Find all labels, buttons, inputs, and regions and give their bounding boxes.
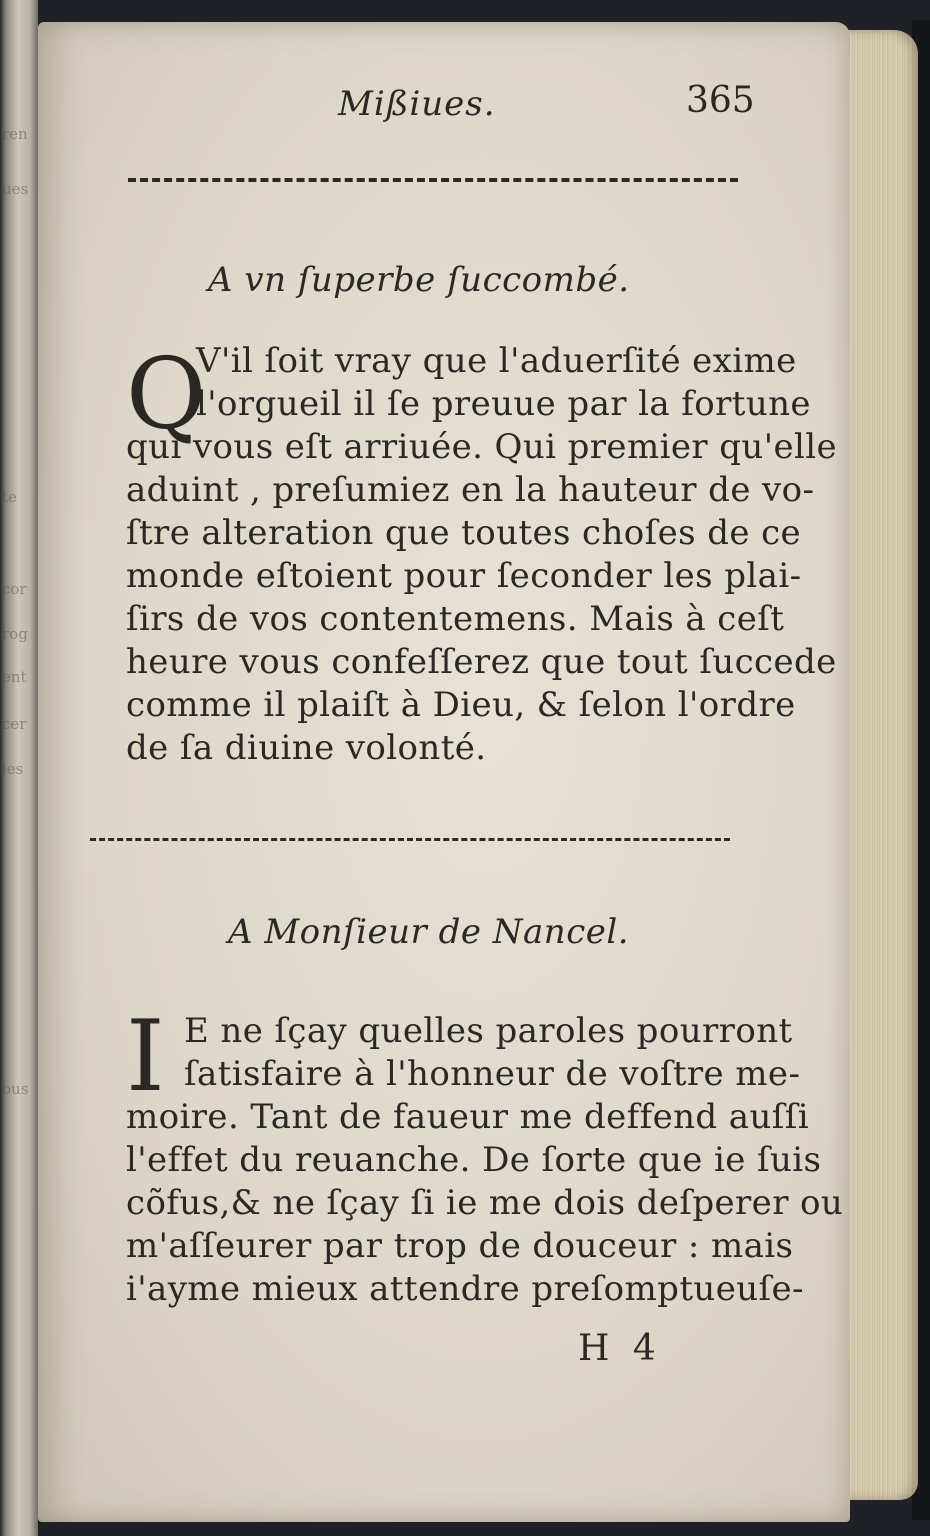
margin-bleed-text: cer [2,715,27,733]
text-line: monde eſtoient pour ſeconder les plai- [126,556,802,596]
letter-heading: A Monſieur de Nancel. [228,912,630,952]
text-line: l'effet du reuanche. De ſorte que ie ſuis [126,1140,822,1180]
text-line: E ne ſçay quelles paroles pourront [184,1011,793,1051]
margin-bleed-text: ent [2,668,27,686]
signature-mark: H 4 [578,1328,662,1369]
text-line: i'ayme mieux attendre preſomptueuſe- [126,1269,804,1309]
margin-bleed-text: ren [2,125,28,143]
text-line: aduint , preſumiez en la hauteur de vo- [126,470,815,510]
margin-bleed-text: ues [2,180,29,198]
text-line: cõfus,& ne ſçay ſi ie me dois deſperer ou [126,1183,844,1223]
drop-capital: I [126,1000,165,1114]
text-line: V'il ſoit vray que l'aduerſité exime [196,341,797,381]
ornamental-rule [128,178,738,182]
text-line: ſatisfaire à l'honneur de voſtre me- [184,1054,801,1094]
ornamental-rule [90,838,730,841]
text-line: m'aſſeurer par trop de douceur : mais [126,1226,794,1266]
text-line: l'orgueil il ſe preuue par la fortune [196,384,811,424]
text-line: comme il plaiſt à Dieu, & ſelon l'ordre [126,685,796,725]
text-line: ſirs de vos contentemens. Mais à ceſt [126,599,785,639]
page-number: 365 [686,80,755,121]
margin-bleed-text: ies [2,760,24,778]
margin-bleed-text: te [2,488,17,506]
text-line: de ſa diuine volonté. [126,728,487,768]
facing-page-edge [0,0,38,1536]
margin-bleed-text: rog [2,625,28,643]
margin-bleed-text: cor [2,580,27,598]
letter-heading: A vn ſuperbe ſuccombé. [208,260,630,300]
page [38,22,850,1522]
text-line: heure vous confeſſerez que tout ſuccede [126,642,837,682]
text-line: ſtre alteration que toutes choſes de ce [126,513,802,553]
drop-capital: Q [126,338,207,452]
running-title: Mißiues. [338,84,496,124]
text-line: qui vous eſt arriuée. Qui premier qu'elle [126,427,838,467]
page-stack-edge [838,30,918,1500]
text-line: moire. Tant de faueur me deffend auſſi [126,1097,809,1137]
margin-bleed-text: ous [2,1080,29,1098]
